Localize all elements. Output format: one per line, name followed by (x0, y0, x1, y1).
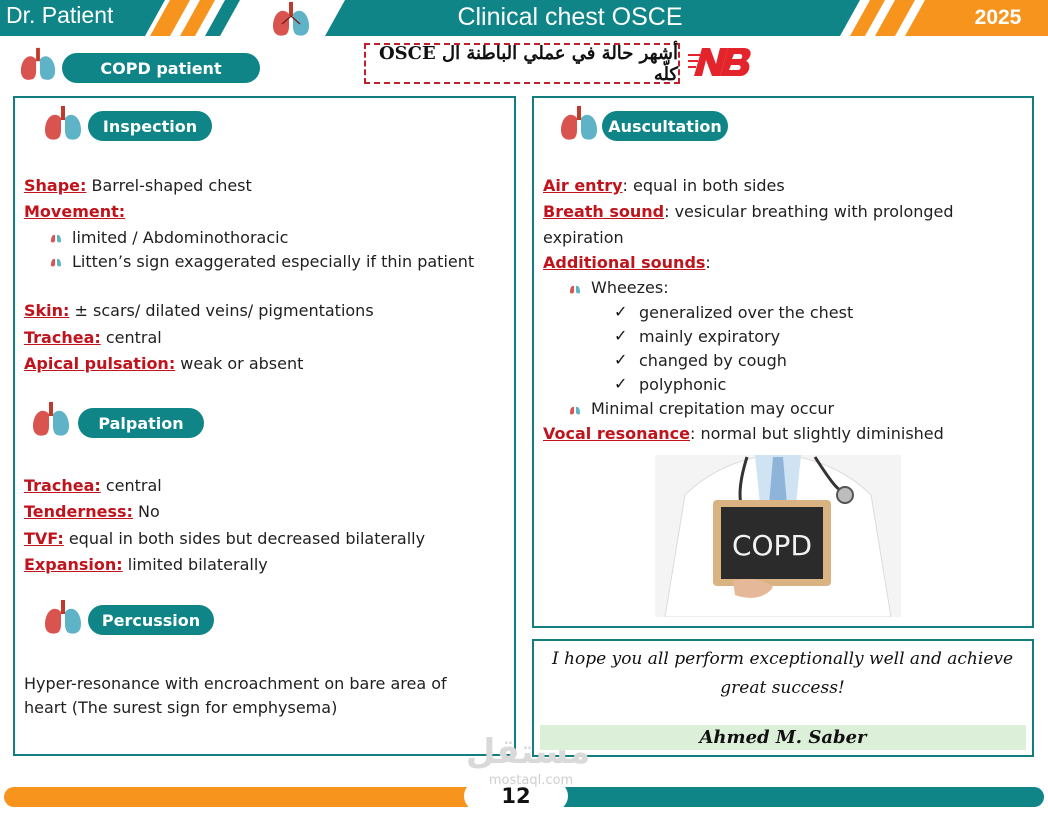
vocal-resonance-value: : normal but slightly diminished (690, 424, 944, 443)
movement-line (24, 201, 125, 223)
new-balance-logo (688, 44, 754, 80)
watermark-text: مستقل (465, 732, 591, 772)
apical-label: Apical pulsation: (24, 354, 176, 373)
lungs-bullet-icon (569, 404, 581, 416)
page-number: 12 (464, 781, 568, 811)
shape-value: Barrel-shaped chest (86, 176, 252, 195)
brand-title: Dr. Patient (6, 2, 114, 28)
wheeze-detail: changed by cough (639, 351, 787, 370)
closing-line-2: great success! (720, 678, 845, 698)
doctor-illustration (655, 455, 901, 617)
doctor-copd-photo (655, 455, 901, 617)
percussion-line-2: heart (The surest sign for emphysema) (24, 698, 338, 717)
tvf-value: equal in both sides but decreased bilaterally (63, 529, 426, 548)
tenderness-value: No (132, 502, 160, 521)
apical-value: weak or absent (175, 354, 304, 373)
vocal-resonance-line (543, 423, 944, 445)
expansion-value: limited bilaterally (122, 555, 268, 574)
trachea-line (24, 327, 162, 349)
additional-sounds-label: Additional sounds (543, 253, 706, 272)
crepitation-item: Minimal crepitation may occur (591, 399, 835, 418)
author-signature: Ahmed M. Saber (540, 725, 1026, 750)
percussion-line-1: Hyper-resonance with encroachment on bare area of (24, 674, 447, 693)
shape-label: Shape: (24, 176, 87, 195)
arabic-subtitle (364, 43, 680, 84)
case-pill: COPD patient (62, 53, 260, 83)
trachea-label: Trachea: (24, 328, 101, 347)
watermark-subtext: mostaql.com (488, 773, 574, 788)
lungs-icon (558, 104, 600, 144)
check-icon: ✓ (614, 326, 628, 345)
tvf-line (24, 528, 425, 550)
percussion-heading: Percussion (88, 605, 214, 635)
skin-label: Skin: (24, 301, 70, 320)
air-entry-line (543, 175, 785, 197)
movement-item: Litten’s sign exaggerated especially if thin patient (72, 252, 475, 271)
air-entry-value: : equal in both sides (622, 176, 785, 195)
tenderness-line (24, 501, 160, 523)
lungs-icon (18, 46, 58, 84)
lungs-icon (270, 0, 312, 40)
movement-item: limited / Abdominothoracic (72, 228, 289, 247)
arabic-subtitle-text: أشهر حالة في عملي الباطنة ال OSCE كلّه (379, 42, 678, 85)
closing-line-1: I hope you all perform exceptionally well and achieve (551, 649, 1014, 669)
trachea-value: central (100, 328, 162, 347)
vocal-resonance-label: Vocal resonance (543, 424, 691, 443)
check-icon: ✓ (614, 374, 628, 393)
expansion-label: Expansion: (24, 555, 123, 574)
tenderness-label: Tenderness: (24, 502, 133, 521)
shape-line (24, 175, 252, 197)
tvf-label: TVF: (24, 529, 64, 548)
lungs-bullet-icon (50, 256, 62, 268)
check-icon: ✓ (614, 350, 628, 369)
air-entry-label: Air entry (543, 176, 623, 195)
lungs-icon (42, 598, 84, 638)
palpation-trachea-line (24, 475, 162, 497)
breath-sound-line (543, 201, 954, 223)
lungs-bullet-icon (569, 283, 581, 295)
palpation-trachea-label: Trachea: (24, 476, 101, 495)
expansion-line (24, 554, 268, 576)
lungs-icon (42, 104, 84, 144)
closing-message (540, 645, 1025, 703)
skin-line (24, 300, 374, 322)
apical-line (24, 353, 303, 375)
lungs-bullet-icon (50, 232, 62, 244)
auscultation-heading: Auscultation (602, 111, 728, 141)
wheeze-detail: mainly expiratory (639, 327, 781, 346)
palpation-trachea-value: central (100, 476, 162, 495)
check-icon: ✓ (614, 302, 628, 321)
wheeze-detail: generalized over the chest (639, 303, 854, 322)
palpation-heading: Palpation (78, 408, 204, 438)
header-bar (0, 0, 1048, 36)
year-label: 2025 (974, 6, 1022, 29)
breath-sound-value: : vesicular breathing with prolonged (664, 202, 954, 221)
breath-sound-continuation: expiration (543, 228, 624, 247)
additional-sounds-colon: : (705, 253, 711, 272)
wheezes-item: Wheezes: (591, 278, 669, 297)
lungs-icon (30, 400, 72, 440)
movement-label: Movement: (24, 202, 126, 221)
inspection-heading: Inspection (88, 111, 212, 141)
document-title: Clinical chest OSCE (457, 3, 683, 31)
skin-value: ± scars/ dilated veins/ pigmentations (69, 301, 374, 320)
breath-sound-label: Breath sound (543, 202, 665, 221)
additional-sounds-line (543, 252, 711, 274)
wheeze-detail: polyphonic (639, 375, 727, 394)
board-text: COPD (731, 529, 813, 562)
